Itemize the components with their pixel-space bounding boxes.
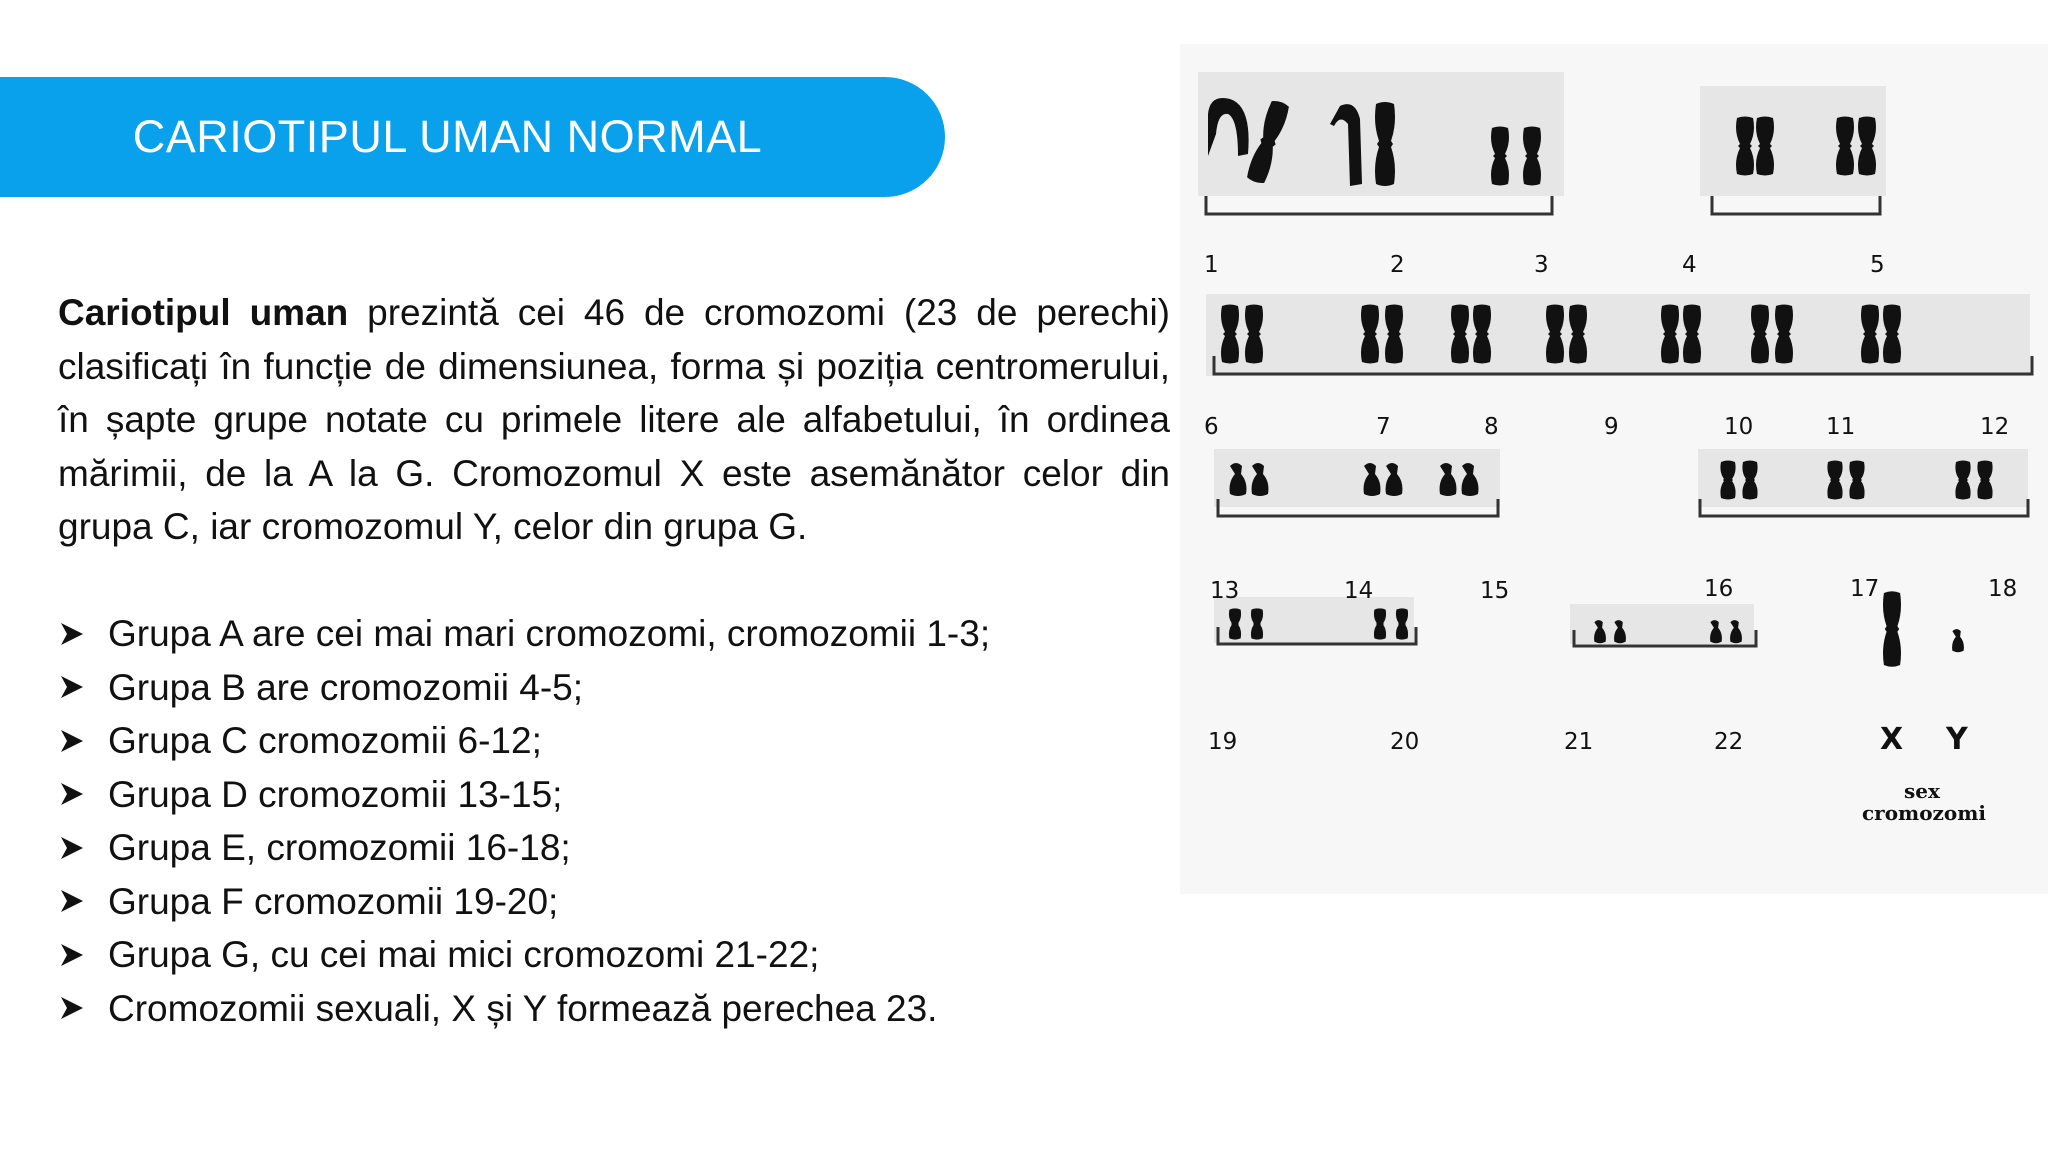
chromosome-number-2: 2 (1390, 252, 1405, 278)
chromosome-number-13: 13 (1210, 578, 1240, 604)
chromosome-y (1952, 629, 1964, 652)
y-label: Y (1946, 722, 1968, 757)
sex-label-line2: cromozomi (1861, 801, 1987, 825)
karyotype-image (1180, 44, 2048, 894)
chromosome-number-22: 22 (1714, 729, 1744, 755)
list-item-text: Grupa G, cu cei mai mici cromozomi 21-22; (108, 934, 820, 975)
chromosome-number-21: 21 (1564, 729, 1594, 755)
chromosome-number-20: 20 (1390, 729, 1420, 755)
chromosome-number-6: 6 (1204, 414, 1219, 440)
arrow-bullet-icon (58, 620, 86, 648)
slide-title: CARIOTIPUL UMAN NORMAL (132, 111, 763, 162)
chromosome-number-16: 16 (1704, 576, 1734, 602)
chromosome-number-12: 12 (1980, 414, 2010, 440)
chromosome-number-4: 4 (1682, 252, 1697, 278)
karyotype-figure (1180, 44, 2040, 894)
list-item (58, 607, 1170, 661)
group-list (58, 607, 1170, 1035)
bracket-group-a (1206, 196, 1552, 214)
x-label: X (1880, 722, 1904, 757)
chromosome-number-18: 18 (1988, 576, 2018, 602)
list-item-text: Grupa E, cromozomii 16-18; (108, 827, 571, 868)
bracket-group-b (1712, 196, 1880, 214)
list-item (58, 661, 1170, 715)
chromosome-number-14: 14 (1344, 578, 1374, 604)
chromosome-x (1883, 591, 1901, 667)
chromosome-number-19: 19 (1208, 729, 1238, 755)
arrow-bullet-icon (58, 834, 86, 862)
chromosome-number-8: 8 (1484, 414, 1499, 440)
list-item (58, 714, 1170, 768)
arrow-bullet-icon (58, 780, 86, 808)
chromosome-number-1: 1 (1204, 252, 1219, 278)
chromosome-number-17: 17 (1850, 576, 1880, 602)
chromosome-number-7: 7 (1376, 414, 1391, 440)
intro-paragraph (58, 286, 1170, 554)
list-item-text: Grupa D cromozomii 13-15; (108, 773, 563, 815)
list-item (58, 875, 1170, 929)
list-item-text: Cromozomii sexuali, X și Y formează perechea 23. (108, 987, 938, 1029)
chromosome-number-10: 10 (1724, 414, 1754, 440)
arrow-bullet-icon (58, 994, 86, 1022)
intro-bold-lead: Cariotipul uman (58, 292, 349, 333)
title-banner (0, 77, 945, 197)
list-item-text: Grupa F cromozomii 19-20; (108, 880, 559, 922)
chromosome-number-11: 11 (1826, 414, 1856, 440)
intro-text: prezintă cei 46 de cromozomi (23 de perechi) clasificați în funcție de dimensiunea, forma și poziția centromerului, în șapte grupe notate cu primele litere ale alfabetului, în ordinea mărimii, de la A la G. Cromozomul X este asemănător celor din grupa C, iar cromozomul Y, celor din grupa G. (58, 292, 1170, 547)
arrow-bullet-icon (58, 727, 86, 755)
list-item-text: Grupa B are cromozomii 4-5; (108, 666, 584, 708)
list-item (58, 768, 1170, 822)
chromosome-number-15: 15 (1480, 578, 1510, 604)
list-item (58, 982, 1170, 1036)
arrow-bullet-icon (58, 887, 86, 915)
chromosome-number-3: 3 (1534, 252, 1549, 278)
list-item (58, 821, 1170, 875)
list-item-text: Grupa C cromozomii 6-12; (108, 720, 542, 761)
chromosome-number-9: 9 (1604, 414, 1619, 440)
arrow-bullet-icon (58, 941, 86, 969)
sex-label-line1: sex (1904, 779, 1940, 803)
list-item (58, 928, 1170, 982)
list-item-text: Grupa A are cei mai mari cromozomi, cromozomii 1-3; (108, 613, 991, 654)
chromosome-number-5: 5 (1870, 252, 1885, 278)
arrow-bullet-icon (58, 673, 86, 701)
